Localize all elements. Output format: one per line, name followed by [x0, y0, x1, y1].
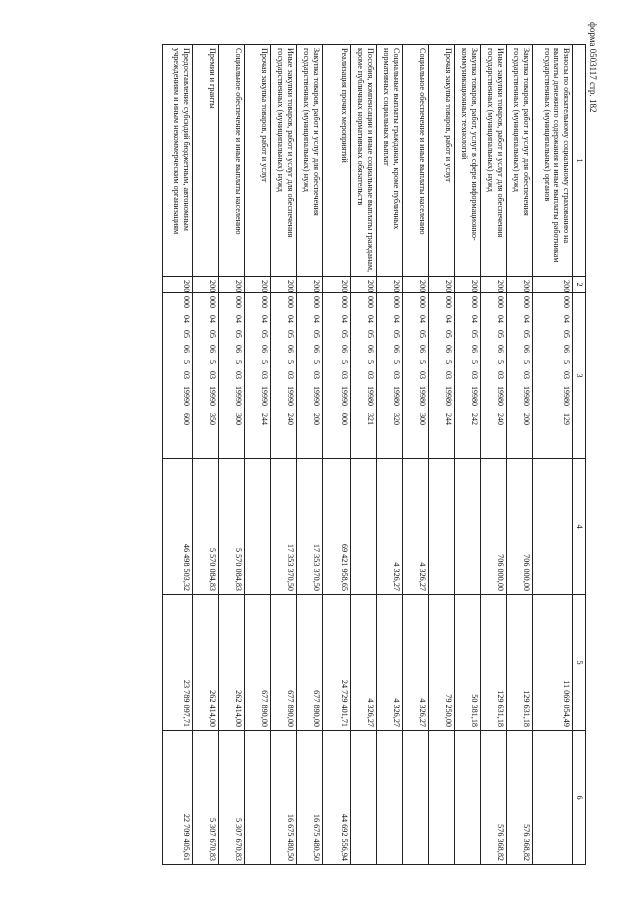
row-name: Предоставление субсидий бюджетным, автономным учреждениям и иным некоммерческим организациям	[163, 45, 193, 277]
code-part: 321	[366, 413, 375, 425]
code-part: 05	[392, 330, 401, 338]
row-line-code: 200	[507, 277, 533, 293]
row-value-c5: 677 890,00	[245, 595, 271, 731]
row-value-c6	[533, 731, 573, 865]
row-value-c4	[533, 459, 573, 595]
code-part: 06	[366, 345, 375, 353]
row-value-c6	[455, 731, 481, 865]
code-part: 5	[208, 360, 217, 364]
code-part: 03	[208, 371, 217, 379]
row-value-c4: 69 421 958,65	[323, 459, 351, 595]
row-value-c4: 4 326,27	[403, 459, 429, 595]
code-part: 240	[496, 413, 505, 425]
table-row	[163, 45, 193, 865]
row-line-code: 200	[163, 277, 193, 293]
code-part: 03	[182, 371, 191, 379]
row-value-c5: 262 414,00	[219, 595, 245, 731]
code-part: 04	[286, 315, 295, 323]
table-row	[507, 45, 533, 865]
code-part: 06	[234, 345, 243, 353]
row-value-c6	[351, 731, 377, 865]
table-row	[533, 45, 573, 865]
code-part: 06	[340, 345, 349, 353]
row-budget-code	[219, 293, 245, 459]
row-name: Иные закупки товаров, работ и услуг для обеспечения государственных (муниципальных) нужд	[481, 45, 507, 277]
row-value-c5: 262 414,00	[193, 595, 219, 731]
row-value-c6	[245, 731, 271, 865]
code-part: 03	[444, 371, 453, 379]
row-value-c5: 4 326,27	[351, 595, 377, 731]
code-part: 200	[312, 413, 321, 425]
code-part: 5	[496, 360, 505, 364]
row-value-c5: 11 069 054,49	[533, 595, 573, 731]
code-part: 000	[340, 413, 349, 425]
code-part: 000	[470, 296, 479, 308]
row-line-code: 200	[429, 277, 455, 293]
table-row	[455, 45, 481, 865]
code-part: 06	[470, 345, 479, 353]
row-value-c4	[245, 459, 271, 595]
code-part: 600	[182, 413, 191, 425]
row-value-c5: 4 326,27	[377, 595, 403, 731]
code-part: 03	[522, 371, 531, 379]
row-name: Прочая закупка товаров, работ и услуг	[429, 45, 455, 277]
code-part: 05	[418, 330, 427, 338]
row-value-c5: 129 631,18	[507, 595, 533, 731]
code-part: 000	[418, 296, 427, 308]
row-line-code: 200	[323, 277, 351, 293]
code-part: 350	[208, 413, 217, 425]
code-part: 000	[562, 296, 571, 308]
row-name: Реализация прочих мероприятий	[323, 45, 351, 277]
code-part: 05	[260, 330, 269, 338]
row-value-c6	[403, 731, 429, 865]
row-budget-code	[245, 293, 271, 459]
table-row	[481, 45, 507, 865]
code-part: 19990	[312, 386, 321, 406]
code-part: 129	[562, 413, 571, 425]
row-line-code: 200	[351, 277, 377, 293]
code-part: 000	[286, 296, 295, 308]
row-name: Закупка товаров, работ и услуг для обеспечения государственных (муниципальных) нужд	[297, 45, 323, 277]
row-value-c4: 17 353 370,50	[271, 459, 297, 595]
row-line-code: 200	[193, 277, 219, 293]
row-value-c4: 706 000,00	[481, 459, 507, 595]
col-header-4: 4	[573, 459, 586, 595]
code-part: 06	[182, 345, 191, 353]
code-part: 5	[470, 360, 479, 364]
col-header-6: 6	[573, 731, 586, 865]
code-part: 05	[562, 330, 571, 338]
code-part: 05	[312, 330, 321, 338]
row-budget-code	[377, 293, 403, 459]
code-part: 000	[260, 296, 269, 308]
row-value-c6	[429, 731, 455, 865]
row-value-c6: 22 709 405,61	[163, 731, 193, 865]
row-value-c5: 677 890,00	[271, 595, 297, 731]
row-line-code: 200	[245, 277, 271, 293]
code-part: 03	[286, 371, 295, 379]
code-part: 000	[444, 296, 453, 308]
row-value-c5: 50 381,18	[455, 595, 481, 731]
table-row	[323, 45, 351, 865]
row-name: Закупка товаров, работ и услуг для обеспечения государственных (муниципальных) нужд	[507, 45, 533, 277]
code-part: 240	[286, 413, 295, 425]
code-part: 04	[234, 315, 243, 323]
row-line-code: 200	[271, 277, 297, 293]
row-budget-code	[323, 293, 351, 459]
code-part: 04	[182, 315, 191, 323]
code-part: 06	[392, 345, 401, 353]
code-part: 06	[444, 345, 453, 353]
code-part: 000	[366, 296, 375, 308]
row-name: Социальное обеспечение и иные выплаты населению	[219, 45, 245, 277]
row-budget-code	[271, 293, 297, 459]
row-line-code: 200	[297, 277, 323, 293]
row-value-c4	[455, 459, 481, 595]
row-line-code: 200	[533, 277, 573, 293]
col-header-3: 3	[573, 293, 586, 459]
code-part: 000	[496, 296, 505, 308]
code-part: 000	[312, 296, 321, 308]
row-value-c5: 4 326,27	[403, 595, 429, 731]
row-budget-code	[163, 293, 193, 459]
code-part: 04	[444, 315, 453, 323]
code-part: 320	[392, 413, 401, 425]
row-budget-code	[507, 293, 533, 459]
code-part: 5	[312, 360, 321, 364]
code-part: 03	[470, 371, 479, 379]
code-part: 04	[340, 315, 349, 323]
row-name: Премии и гранты	[193, 45, 219, 277]
code-part: 19980	[496, 386, 505, 406]
code-part: 242	[470, 413, 479, 425]
row-value-c6: 16 675 480,50	[297, 731, 323, 865]
row-budget-code	[429, 293, 455, 459]
row-name: Прочая закупка товаров, работ и услуг	[245, 45, 271, 277]
code-part: 06	[496, 345, 505, 353]
code-part: 19990	[260, 386, 269, 406]
row-line-code: 200	[481, 277, 507, 293]
code-part: 05	[340, 330, 349, 338]
code-part: 04	[366, 315, 375, 323]
row-name: Социальные выплаты гражданам, кроме публичных нормативных социальных выплат	[377, 45, 403, 277]
code-part: 000	[234, 296, 243, 308]
code-part: 05	[208, 330, 217, 338]
col-header-1: 1	[573, 45, 586, 277]
row-value-c6: 16 675 480,50	[271, 731, 297, 865]
code-part: 04	[260, 315, 269, 323]
row-budget-code	[351, 293, 377, 459]
row-value-c6: 5 307 670,83	[219, 731, 245, 865]
code-part: 06	[208, 345, 217, 353]
row-value-c6: 576 368,82	[481, 731, 507, 865]
code-part: 05	[470, 330, 479, 338]
code-part: 06	[562, 345, 571, 353]
code-part: 244	[444, 413, 453, 425]
code-part: 000	[208, 296, 217, 308]
row-budget-code	[481, 293, 507, 459]
code-part: 5	[444, 360, 453, 364]
code-part: 04	[208, 315, 217, 323]
row-value-c4: 5 570 084,83	[219, 459, 245, 595]
code-part: 03	[312, 371, 321, 379]
code-part: 05	[182, 330, 191, 338]
code-part: 04	[470, 315, 479, 323]
row-line-code: 200	[455, 277, 481, 293]
code-part: 05	[286, 330, 295, 338]
code-part: 19980	[470, 386, 479, 406]
row-value-c6: 44 692 556,94	[323, 731, 351, 865]
code-part: 5	[392, 360, 401, 364]
table-row	[219, 45, 245, 865]
code-part: 244	[260, 413, 269, 425]
code-part: 000	[392, 296, 401, 308]
code-part: 19990	[340, 386, 349, 406]
row-value-c5: 24 729 401,71	[323, 595, 351, 731]
code-part: 5	[522, 360, 531, 364]
code-part: 19980	[444, 386, 453, 406]
row-line-code: 200	[403, 277, 429, 293]
budget-table	[162, 44, 586, 865]
code-part: 04	[522, 315, 531, 323]
code-part: 19980	[522, 386, 531, 406]
row-value-c4	[351, 459, 377, 595]
code-part: 03	[562, 371, 571, 379]
row-name: Закупка товаров, работ, услуг в сфере информационно-коммуникационных технологий	[455, 45, 481, 277]
code-part: 06	[418, 345, 427, 353]
row-budget-code	[533, 293, 573, 459]
row-budget-code	[297, 293, 323, 459]
row-value-c5: 23 789 097,71	[163, 595, 193, 731]
code-part: 03	[366, 371, 375, 379]
row-value-c5: 79 250,00	[429, 595, 455, 731]
table-row	[193, 45, 219, 865]
code-part: 03	[392, 371, 401, 379]
code-part: 300	[234, 413, 243, 425]
code-part: 05	[234, 330, 243, 338]
code-part: 19980	[562, 386, 571, 406]
code-part: 5	[286, 360, 295, 364]
row-name: Социальное обеспечение и иные выплаты населению	[403, 45, 429, 277]
code-part: 19980	[392, 386, 401, 406]
row-value-c4	[429, 459, 455, 595]
code-part: 04	[392, 315, 401, 323]
row-budget-code	[455, 293, 481, 459]
row-value-c6: 576 368,82	[507, 731, 533, 865]
row-line-code: 200	[377, 277, 403, 293]
code-part: 5	[182, 360, 191, 364]
col-header-5: 5	[573, 595, 586, 731]
code-part: 05	[366, 330, 375, 338]
code-part: 04	[496, 315, 505, 323]
table-row	[377, 45, 403, 865]
code-part: 06	[260, 345, 269, 353]
code-part: 000	[522, 296, 531, 308]
form-header: форма 0503117 стр. 182	[588, 22, 598, 113]
code-part: 19990	[286, 386, 295, 406]
code-part: 03	[496, 371, 505, 379]
code-part: 06	[312, 345, 321, 353]
code-part: 5	[418, 360, 427, 364]
table-row	[245, 45, 271, 865]
table-row	[271, 45, 297, 865]
code-part: 000	[182, 296, 191, 308]
code-part: 04	[562, 315, 571, 323]
code-part: 05	[496, 330, 505, 338]
code-part: 19990	[182, 386, 191, 406]
code-part: 5	[340, 360, 349, 364]
code-part: 03	[340, 371, 349, 379]
row-value-c4: 46 498 503,32	[163, 459, 193, 595]
row-value-c4: 4 326,27	[377, 459, 403, 595]
row-value-c4: 706 000,00	[507, 459, 533, 595]
table-row	[351, 45, 377, 865]
table-body	[163, 45, 573, 865]
table-row	[403, 45, 429, 865]
table-row	[297, 45, 323, 865]
row-budget-code	[403, 293, 429, 459]
row-value-c4: 5 570 084,83	[193, 459, 219, 595]
row-name: Иные закупки товаров, работ и услуг для обеспечения государственных (муниципальных) нужд	[271, 45, 297, 277]
rotated-report	[162, 44, 586, 864]
code-part: 04	[312, 315, 321, 323]
code-part: 06	[286, 345, 295, 353]
row-name: Взносы по обязательному социальному страхованию на выплаты денежного содержания и иные выплаты работникам государственных (муниципальных) органов	[533, 45, 573, 277]
row-name: Пособия, компенсации и иные социальные выплаты гражданам, кроме публичных нормативных обязательств	[351, 45, 377, 277]
row-value-c5: 129 631,18	[481, 595, 507, 731]
code-part: 19980	[366, 386, 375, 406]
code-part: 04	[418, 315, 427, 323]
row-budget-code	[193, 293, 219, 459]
code-part: 000	[340, 296, 349, 308]
row-value-c6: 5 307 670,83	[193, 731, 219, 865]
code-part: 03	[418, 371, 427, 379]
row-value-c4: 17 353 370,50	[297, 459, 323, 595]
code-part: 300	[418, 413, 427, 425]
code-part: 06	[522, 345, 531, 353]
code-part: 19990	[208, 386, 217, 406]
code-part: 03	[260, 371, 269, 379]
code-part: 5	[562, 360, 571, 364]
code-part: 5	[234, 360, 243, 364]
row-value-c5: 677 890,00	[297, 595, 323, 731]
code-part: 200	[522, 413, 531, 425]
table-row	[429, 45, 455, 865]
header-row	[573, 45, 586, 865]
code-part: 03	[234, 371, 243, 379]
code-part: 19990	[234, 386, 243, 406]
col-header-2: 2	[573, 277, 586, 293]
row-value-c6	[377, 731, 403, 865]
code-part: 05	[522, 330, 531, 338]
code-part: 05	[444, 330, 453, 338]
row-line-code: 200	[219, 277, 245, 293]
code-part: 19980	[418, 386, 427, 406]
code-part: 5	[366, 360, 375, 364]
code-part: 5	[260, 360, 269, 364]
